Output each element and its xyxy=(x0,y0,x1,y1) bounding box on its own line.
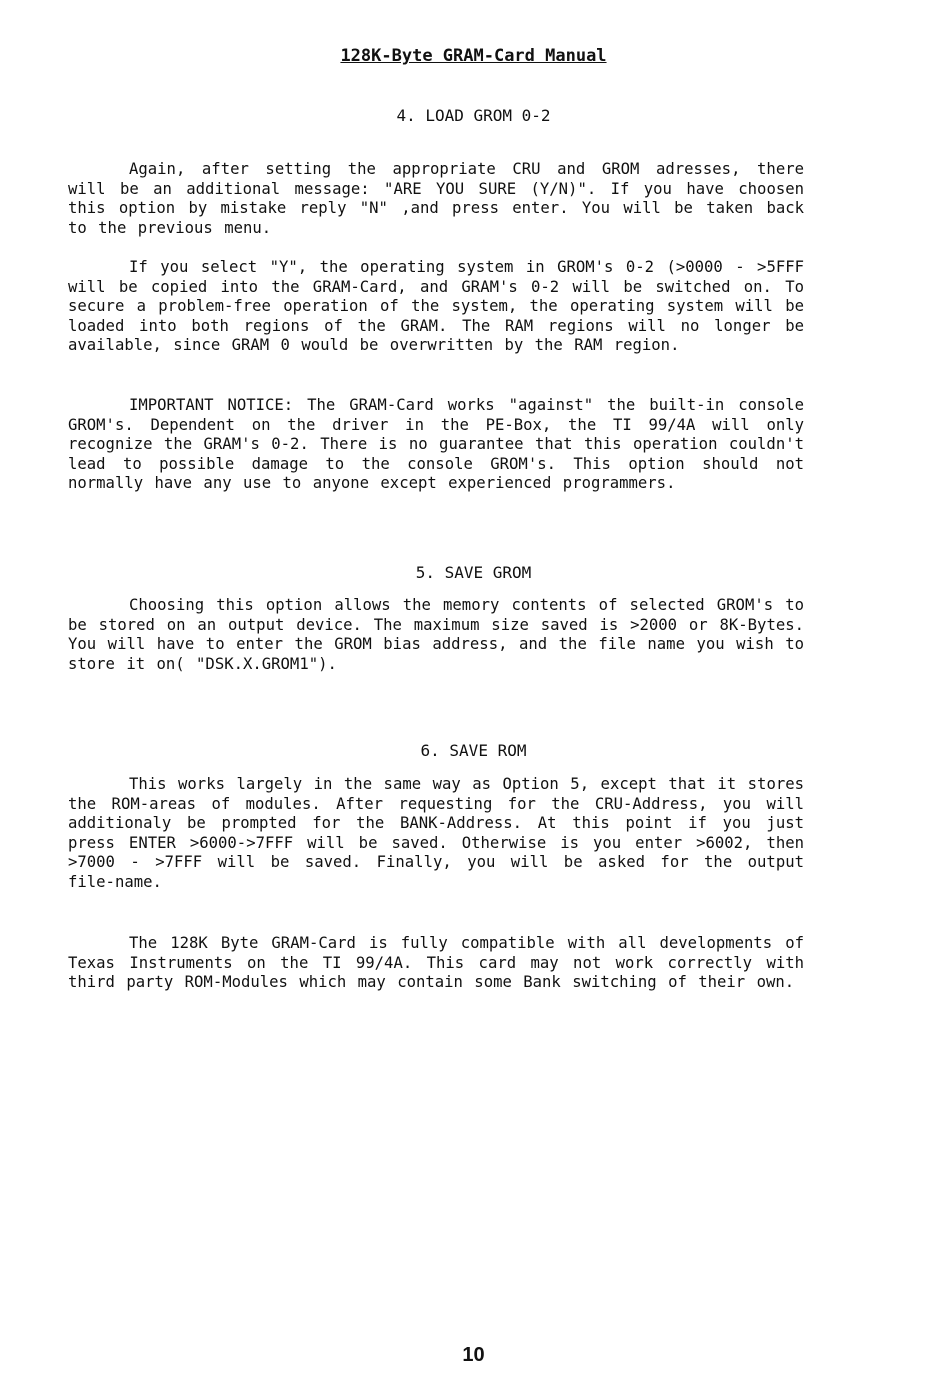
section-heading-save-rom: 6. SAVE ROM xyxy=(420,741,527,760)
paragraph-save-grom: Choosing this option allows the memory contents of selected GROM's to be stored on an output device. The maximum size saved is >2000 or 8K-Bytes. You will have to enter the GROM bias address, and the file name you wish to store it on( "DSK.X.GROM1"). xyxy=(68,596,804,673)
section-heading-save-grom: 5. SAVE GROM xyxy=(415,563,532,582)
paragraph-important-notice: IMPORTANT NOTICE: The GRAM-Card works "against" the built-in console GROM's. Dependent on the driver in the PE-Box, the TI 99/4A will only recognize the GRAM's 0-2. There is no guarantee that this operation couldn't lead to possible damage to the console GROM's. This option should not normally have any use to anyone except experienced programmers. xyxy=(68,396,804,493)
page-header-title: 128K-Byte GRAM-Card Manual xyxy=(340,46,607,66)
paragraph-compatibility: The 128K Byte GRAM-Card is fully compatible with all developments of Texas Instruments on the TI 99/4A. This card may not work correctly with third party ROM-Modules which may contain some Bank switching of their own. xyxy=(68,934,804,992)
page-number: 10 xyxy=(462,1344,485,1366)
paragraph-load-grom-select-y: If you select "Y", the operating system in GROM's 0-2 (>0000 - >5FFF will be copied into the GRAM-Card, and GRAM's 0-2 will be switched on. To secure a problem-free operation of the system, the operating system will be loaded into both regions of the GRAM. The RAM regions will no longer be available, since GRAM 0 would be overwritten by the RAM region. xyxy=(68,258,804,355)
paragraph-load-grom-intro: Again, after setting the appropriate CRU and GROM adresses, there will be an additional message: "ARE YOU SURE (Y/N)". If you have choosen this option by mistake reply "N" ,and press enter. You will be taken back to the previous menu. xyxy=(68,160,804,237)
paragraph-save-rom: This works largely in the same way as Option 5, except that it stores the ROM-areas of modules. After requesting for the CRU-Address, you will additionaly be prompted for the BANK-Address. At this point if you just press ENTER >6000->7FFF will be saved. Otherwise is you enter >6002, then >7000 - >7FFF will be saved. Finally, you will be asked for the output file-name. xyxy=(68,775,804,891)
section-heading-load-grom: 4. LOAD GROM 0-2 xyxy=(396,106,551,125)
